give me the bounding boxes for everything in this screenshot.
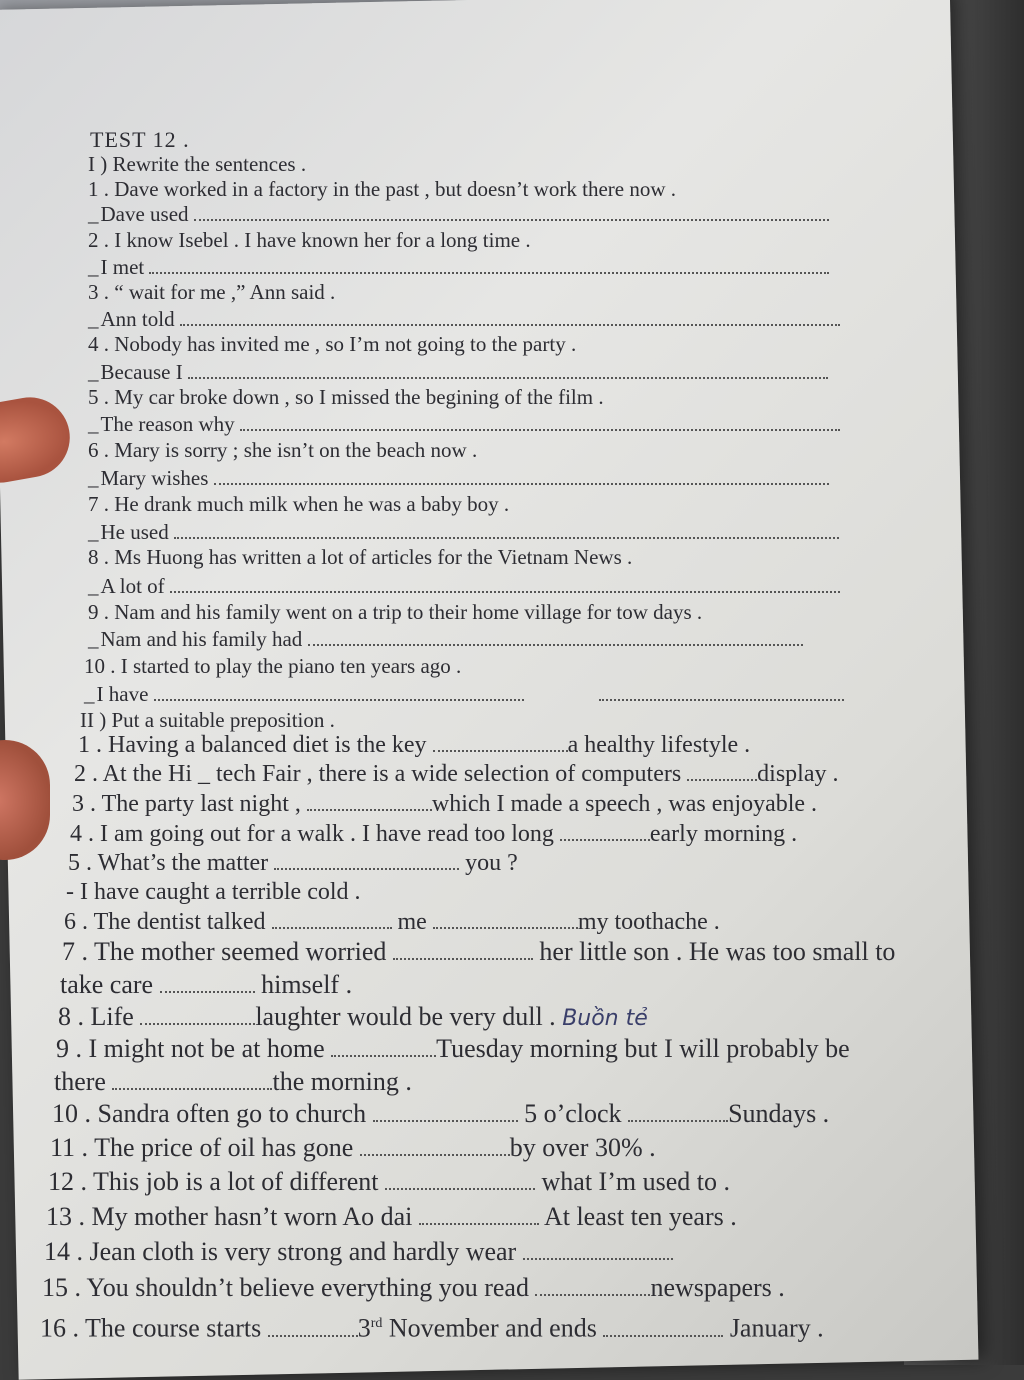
p2-line14: 14 . Jean cloth is very strong and hardly wear <box>44 1240 673 1264</box>
p1-a1: _Dave used <box>88 202 829 226</box>
p1-q9: 9 . Nam and his family went on a trip to their home village for tow days . <box>88 600 703 624</box>
p1-a8: _A lot of <box>88 574 840 598</box>
p2-line8: 8 . Life laughter would be very dull . Buồn tẻ <box>58 1002 648 1031</box>
p1-a2: _I met <box>88 255 829 279</box>
p2-line13: 13 . My mother hasn’t worn Ao dai At least ten years . <box>46 1202 737 1231</box>
p2-line15: 15 . You shouldn’t believe everything you read newspapers . <box>42 1273 785 1302</box>
p2-line4: 4 . I am going out for a walk . I have read too long early morning . <box>70 821 798 847</box>
p2-line3: 3 . The party last night , which I made a speech , was enjoyable . <box>72 791 818 817</box>
p1-a7: _He used <box>88 520 839 544</box>
test-title: TEST 12 . <box>90 127 190 152</box>
p1-q1: 1 . Dave worked in a factory in the past , but doesn’t work there now . <box>88 177 677 201</box>
p1-a5: _The reason why <box>88 412 840 436</box>
part1-heading: I ) Rewrite the sentences . <box>88 152 307 176</box>
p2-line5-answer: - I have caught a terrible cold . <box>66 879 361 905</box>
p1-q4: 4 . Nobody has invited me , so I’m not going to the party . <box>88 332 577 356</box>
p1-a6: _Mary wishes <box>88 466 829 490</box>
p1-q5: 5 . My car broke down , so I missed the begining of the film . <box>88 385 604 409</box>
p2-line9b: there the morning . <box>54 1067 412 1096</box>
p1-a3: _Ann told <box>88 307 840 331</box>
p1-q8: 8 . Ms Huong has written a lot of articles for the Vietnam News . <box>88 545 633 569</box>
p2-line7b: take care himself . <box>60 970 353 999</box>
p2-line12: 12 . This job is a lot of different what I’m used to . <box>48 1167 730 1196</box>
p2-line11: 11 . The price of oil has gone by over 30% . <box>50 1133 656 1162</box>
p1-q6: 6 . Mary is sorry ; she isn’t on the beach now . <box>88 438 478 462</box>
p1-a9: _Nam and his family had <box>88 627 803 651</box>
p1-q7: 7 . He drank much milk when he was a baby boy . <box>88 492 510 516</box>
p1-a10: _I have <box>84 682 844 706</box>
part2-heading: II ) Put a suitable preposition . <box>80 708 335 732</box>
p2-line7: 7 . The mother seemed worried her little son . He was too small to <box>62 937 896 966</box>
p2-line10: 10 . Sandra often go to church 5 o’clock Sundays . <box>52 1099 830 1128</box>
handwritten-note: Buồn tẻ <box>562 1006 648 1031</box>
p2-line16: 16 . The course starts 3rd November and ends January . <box>40 1313 824 1343</box>
p2-line2: 2 . At the Hi _ tech Fair , there is a wide selection of computers display . <box>74 761 839 787</box>
p2-line5: 5 . What’s the matter you ? <box>68 850 518 876</box>
p1-q3: 3 . “ wait for me ,” Ann said . <box>88 280 336 304</box>
p2-line9: 9 . I might not be at home Tuesday morning but I will probably be <box>56 1034 850 1063</box>
p1-q10: 10 . I started to play the piano ten years ago . <box>84 654 462 678</box>
p2-line6: 6 . The dentist talked me my toothache . <box>64 909 720 935</box>
p2-line1: 1 . Having a balanced diet is the key a healthy lifestyle . <box>78 732 751 758</box>
p1-q2: 2 . I know Isebel . I have known her for a long time . <box>88 228 531 252</box>
p1-a4: _Because I <box>88 360 828 384</box>
